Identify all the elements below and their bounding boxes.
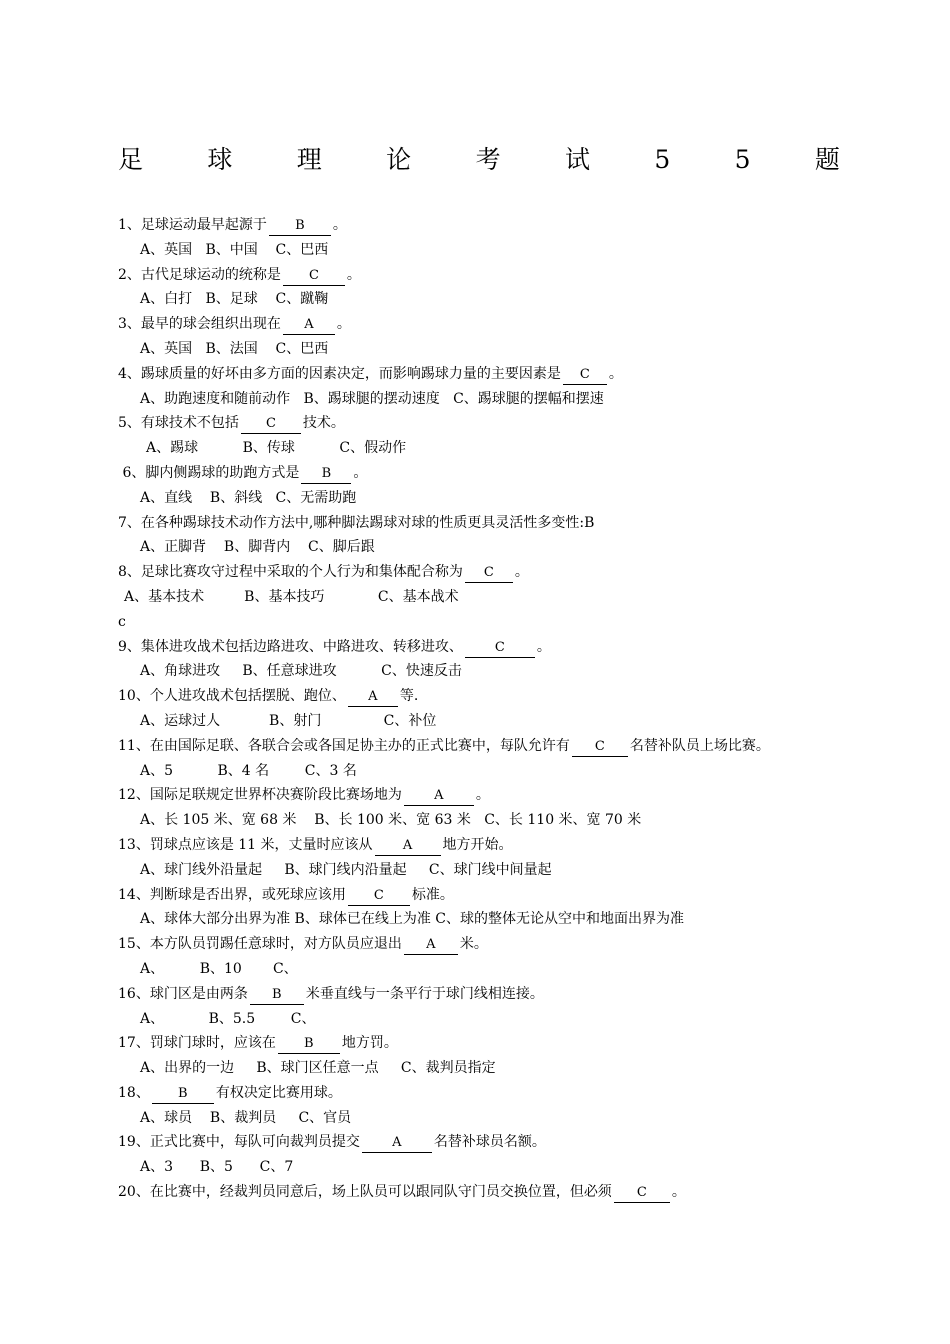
question-text-suffix: 技术。 <box>302 415 345 432</box>
answer-blank: C <box>614 1184 670 1203</box>
answer-blank: C <box>348 887 410 906</box>
answer-options: A、英国 B、中国 C、巴西 <box>140 241 329 258</box>
question-stem <box>118 932 878 957</box>
question-text: 9、集体进攻战术包括边路进攻、中路进攻、转移进攻、 <box>118 638 463 655</box>
answer-blank: C <box>241 415 301 434</box>
title-char: 5 <box>654 145 671 174</box>
question-text-suffix: 。 <box>353 464 368 481</box>
question-text: 8、足球比赛攻守过程中采取的个人行为和集体配合称为 <box>118 564 463 581</box>
answer-options: A、球员 B、裁判员 C、官员 <box>140 1109 352 1126</box>
question-stem <box>118 411 878 436</box>
question-text-suffix: 有权决定比赛用球。 <box>215 1084 342 1101</box>
question-stem <box>118 1180 878 1205</box>
question-text: 15、本方队员罚踢任意球时，对方队员应退出 <box>118 936 402 953</box>
answer-blank: B <box>269 217 331 236</box>
question-text: 16、球门区是由两条 <box>118 985 248 1002</box>
question-text: 5、有球技术不包括 <box>118 415 239 432</box>
question-text-suffix: 米垂直线与一条平行于球门线相连接。 <box>305 985 544 1002</box>
answer-options: A、助跑速度和随前动作 B、踢球腿的摆动速度 C、踢球腿的摆幅和摆速 <box>140 390 604 407</box>
question-stem <box>118 833 878 858</box>
question-stem <box>118 1081 878 1106</box>
question-stem <box>118 1031 878 1056</box>
question-text-suffix: 。 <box>536 638 551 655</box>
answer-blank: A <box>362 1134 432 1153</box>
stray-note: c <box>118 613 126 630</box>
question-text-suffix: 名替补球员名额。 <box>433 1134 546 1151</box>
question-text: 18、 <box>118 1084 150 1101</box>
question-stem <box>118 461 878 486</box>
title-char: 球 <box>207 145 233 174</box>
answer-blank: C <box>465 564 513 583</box>
answer-blank: B <box>250 986 304 1005</box>
question-text-suffix: 名替补队员上场比赛。 <box>629 737 770 754</box>
answer-options: A、踢球 B、传球 C、假动作 <box>146 440 407 457</box>
answer-options: A、基本技术 B、基本技巧 C、基本战术 <box>124 588 459 605</box>
page-title <box>118 140 840 180</box>
answer-blank: C <box>465 639 535 658</box>
answer-blank: C <box>572 738 628 757</box>
question-text: 17、罚球门球时，应该在 <box>118 1035 276 1052</box>
title-char: 5 <box>734 145 751 174</box>
question-text: 11、在由国际足联、各联合会或各国足协主办的正式比赛中，每队允许有 <box>118 737 570 754</box>
question-stem <box>118 213 878 238</box>
question-text: 7、在各种踢球技术动作方法中,哪种脚法踢球对球的性质更具灵活性多变性:B <box>118 514 595 531</box>
question-stem <box>118 1130 878 1155</box>
title-char: 题 <box>814 145 840 174</box>
answer-blank: C <box>283 267 345 286</box>
answer-options: A、长 105 米、宽 68 米 B、长 100 米、宽 63 米 C、长 110 米、宽 70 米 <box>140 812 642 829</box>
answer-blank: C <box>563 366 607 385</box>
question-list <box>118 213 878 1205</box>
question-stem <box>118 734 878 759</box>
answer-options: A、3 B、5 C、7 <box>140 1159 294 1176</box>
question-stem <box>118 312 878 337</box>
question-text-suffix: 。 <box>336 316 351 333</box>
question-text: 12、国际足联规定世界杯决赛阶段比赛场地为 <box>118 787 402 804</box>
question-text: 13、罚球点应该是 11 米，丈量时应该从 <box>118 836 373 853</box>
answer-options: A、5 B、4 名 C、3 名 <box>140 762 357 779</box>
question-text-suffix: 。 <box>671 1184 686 1201</box>
answer-blank: B <box>301 465 351 484</box>
answer-blank: B <box>278 1035 340 1054</box>
question-text-suffix: 。 <box>608 365 623 382</box>
answer-options: A、白打 B、足球 C、蹴鞠 <box>140 291 329 308</box>
question-text: 6、脚内侧踢球的助跑方式是 <box>118 464 300 481</box>
question-text: 1、足球运动最早起源于 <box>118 217 267 233</box>
answer-blank: A <box>375 837 441 856</box>
answer-blank: A <box>404 787 474 806</box>
question-stem <box>118 560 878 585</box>
answer-blank: A <box>348 688 398 707</box>
answer-options: A、直线 B、斜线 C、无需助跑 <box>140 489 357 506</box>
question-text-suffix: 。 <box>346 266 361 283</box>
question-stem <box>118 684 878 709</box>
question-text: 20、在比赛中，经裁判员同意后，场上队员可以跟同队守门员交换位置，但必须 <box>118 1184 612 1201</box>
question-stem <box>118 263 878 288</box>
title-char: 试 <box>564 145 590 174</box>
question-text-suffix: 地方罚。 <box>341 1035 398 1052</box>
answer-blank: B <box>152 1085 214 1104</box>
title-char: 考 <box>475 145 501 174</box>
question-stem <box>118 511 878 536</box>
title-char: 论 <box>386 145 412 174</box>
question-text-suffix: 。 <box>514 564 529 581</box>
answer-options: A、 B、5.5 C、 <box>140 1010 316 1027</box>
answer-options: A、 B、10 C、 <box>140 960 298 977</box>
answer-options: A、球门线外沿量起 B、球门线内沿量起 C、球门线中间量起 <box>140 861 552 878</box>
answer-blank: A <box>404 936 458 955</box>
question-stem <box>118 635 878 660</box>
question-stem <box>118 783 878 808</box>
question-stem <box>118 362 878 387</box>
title-char: 足 <box>118 145 144 174</box>
question-text: 14、判断球是否出界，或死球应该用 <box>118 886 346 903</box>
question-text: 10、个人进攻战术包括摆脱、跑位、 <box>118 688 346 705</box>
answer-options: A、角球进攻 B、任意球进攻 C、快速反击 <box>140 663 462 680</box>
answer-options: A、出界的一边 B、球门区任意一点 C、裁判员指定 <box>140 1060 496 1077</box>
question-text-suffix: 等. <box>399 688 419 705</box>
title-char: 理 <box>296 145 322 174</box>
question-text: 4、踢球质量的好坏由多方面的因素决定，而影响踢球力量的主要因素是 <box>118 365 561 382</box>
answer-options: A、球体大部分出界为准 B、球体已在线上为准 C、球的整体无论从空中和地面出界为准 <box>140 911 685 928</box>
question-text: 19、正式比赛中，每队可向裁判员提交 <box>118 1134 360 1151</box>
question-text-suffix: 标准。 <box>411 886 454 903</box>
question-text-suffix: 地方开始。 <box>442 836 513 853</box>
question-text: 2、古代足球运动的统称是 <box>118 266 281 283</box>
question-text-suffix: 。 <box>332 217 347 233</box>
answer-options: A、运球过人 B、射门 C、补位 <box>140 712 437 729</box>
question-stem <box>118 883 878 908</box>
answer-options: A、正脚背 B、脚背内 C、脚后跟 <box>140 539 375 556</box>
question-text: 3、最早的球会组织出现在 <box>118 316 281 333</box>
answer-blank: A <box>283 316 335 335</box>
answer-options: A、英国 B、法国 C、巴西 <box>140 340 329 357</box>
question-stem <box>118 982 878 1007</box>
question-text-suffix: 。 <box>475 787 490 804</box>
question-text-suffix: 米。 <box>459 936 488 953</box>
